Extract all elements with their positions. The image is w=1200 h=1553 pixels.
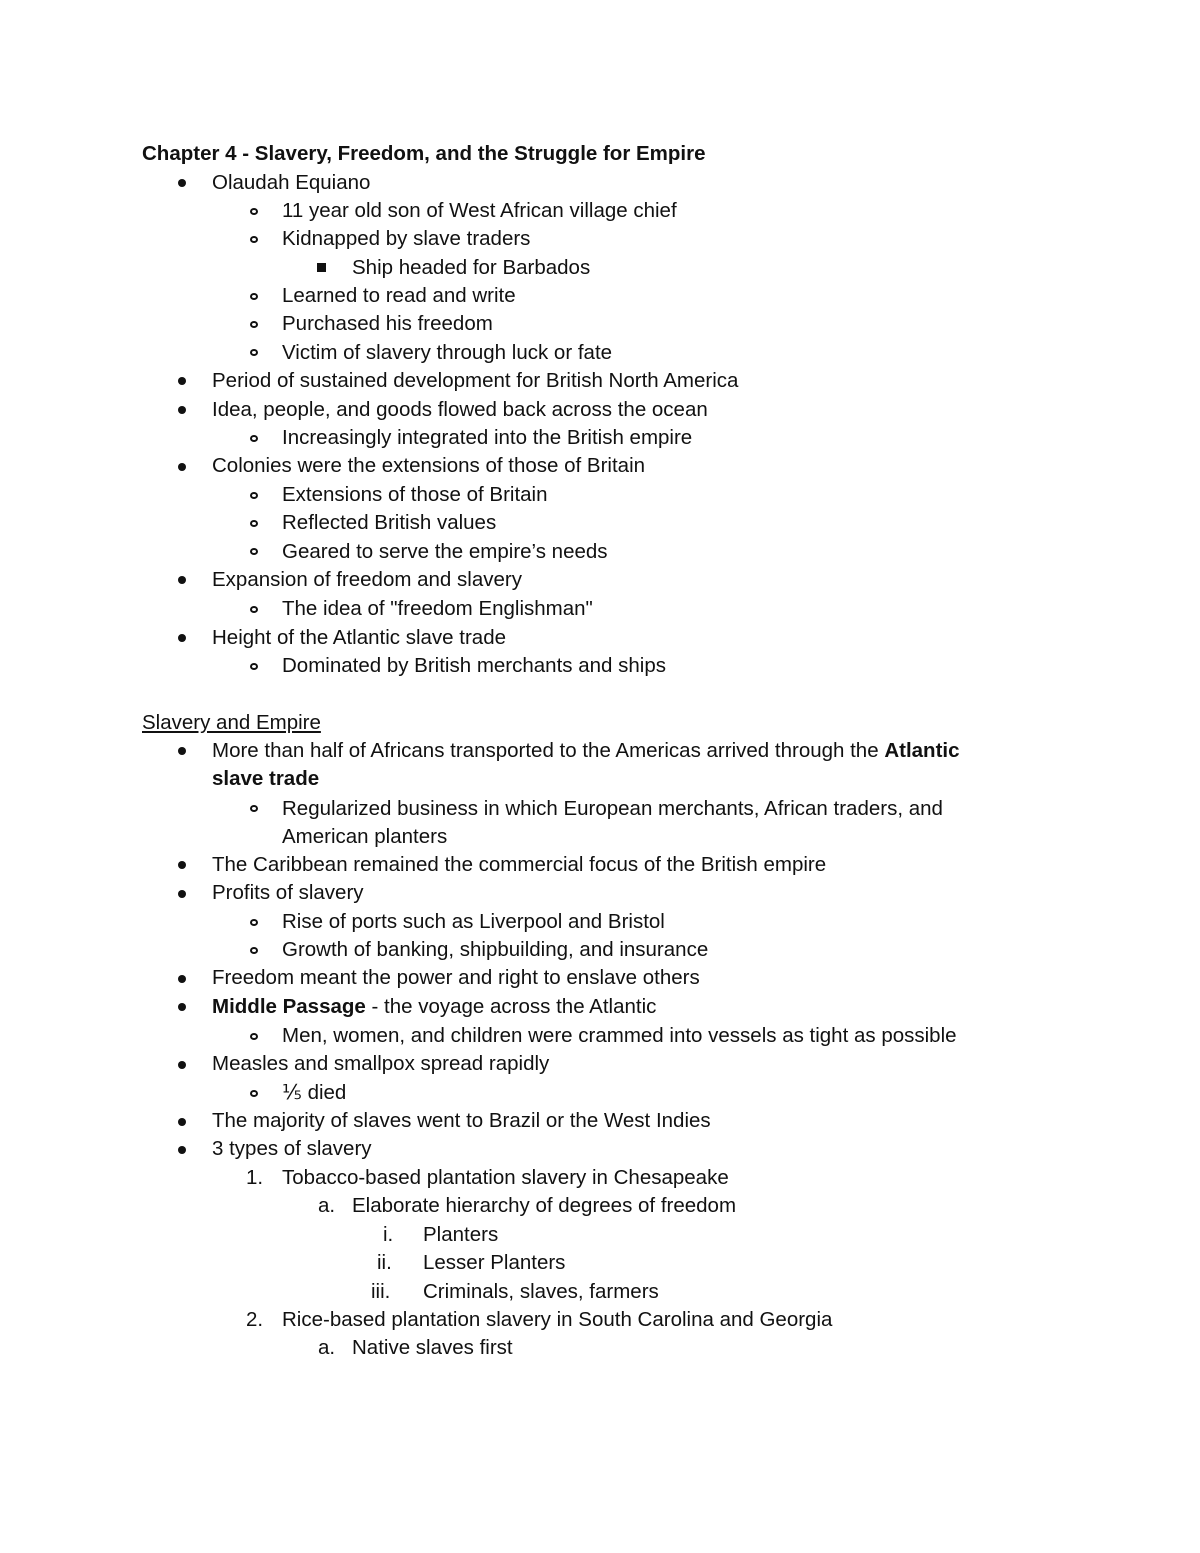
bullet-circle-icon — [250, 208, 258, 215]
bullet-circle-icon — [250, 321, 258, 328]
list-item: Regularized business in which European merchants, African traders, and — [282, 797, 943, 820]
list-number: 2. — [246, 1308, 264, 1331]
list-item: Tobacco-based plantation slavery in Chesapeake — [282, 1166, 729, 1189]
bullet-disc-icon — [178, 406, 186, 414]
bullet-circle-icon — [250, 805, 258, 812]
bullet-disc-icon — [178, 1061, 186, 1069]
list-item: Native slaves first — [352, 1336, 513, 1359]
list-item: Lesser Planters — [423, 1251, 566, 1274]
list-item-text: More than half of Africans transported to the Americas arrived through the — [212, 739, 885, 762]
section-heading: Slavery and Empire — [142, 711, 321, 734]
list-item: The Caribbean remained the commercial focus of the British empire — [212, 853, 827, 876]
list-item: Victim of slavery through luck or fate — [282, 341, 613, 364]
list-item — [212, 993, 656, 1021]
bullet-circle-icon — [250, 435, 258, 442]
list-item: Dominated by British merchants and ships — [282, 654, 666, 677]
list-item — [212, 737, 960, 765]
bullet-circle-icon — [250, 492, 258, 499]
bullet-disc-icon — [178, 975, 186, 983]
list-number: 1. — [246, 1166, 264, 1189]
list-item: Colonies were the extensions of those of Britain — [212, 454, 646, 477]
bullet-disc-icon — [178, 1003, 186, 1011]
bullet-circle-icon — [250, 349, 258, 356]
bullet-disc-icon — [178, 179, 186, 187]
list-letter: a. — [318, 1336, 336, 1359]
list-item-continuation: American planters — [282, 825, 448, 848]
list-item: The majority of slaves went to Brazil or the West Indies — [212, 1109, 711, 1132]
bullet-disc-icon — [178, 1118, 186, 1126]
list-item: Geared to serve the empire’s needs — [282, 540, 608, 563]
bold-term: Atlantic — [884, 739, 960, 762]
bullet-disc-icon — [178, 747, 186, 755]
list-item: Criminals, slaves, farmers — [423, 1280, 659, 1303]
list-item: Men, women, and children were crammed into vessels as tight as possible — [282, 1024, 957, 1047]
bold-term: slave trade — [212, 767, 320, 790]
list-item: Extensions of those of Britain — [282, 483, 548, 506]
bold-term: Middle Passage — [212, 995, 366, 1018]
bullet-circle-icon — [250, 293, 258, 300]
bullet-circle-icon — [250, 548, 258, 555]
list-item: Rise of ports such as Liverpool and Bristol — [282, 910, 665, 933]
list-item-continuation — [212, 765, 319, 793]
list-item: Expansion of freedom and slavery — [212, 568, 522, 591]
list-item: Idea, people, and goods flowed back across the ocean — [212, 398, 708, 421]
bullet-disc-icon — [178, 890, 186, 898]
list-item: Elaborate hierarchy of degrees of freedom — [352, 1194, 737, 1217]
bullet-disc-icon — [178, 1146, 186, 1154]
bullet-circle-icon — [250, 919, 258, 926]
list-item: Purchased his freedom — [282, 312, 493, 335]
list-roman: i. — [383, 1223, 394, 1246]
list-item: 11 year old son of West African village chief — [282, 199, 677, 222]
page-title: Chapter 4 - Slavery, Freedom, and the Struggle for Empire — [142, 142, 706, 165]
list-item: Measles and smallpox spread rapidly — [212, 1052, 550, 1075]
bullet-disc-icon — [178, 861, 186, 869]
bullet-disc-icon — [178, 634, 186, 642]
list-item: 3 types of slavery — [212, 1137, 372, 1160]
list-item: Profits of slavery — [212, 881, 364, 904]
list-item: Planters — [423, 1223, 499, 1246]
bullet-circle-icon — [250, 947, 258, 954]
list-letter: a. — [318, 1194, 336, 1217]
list-item: Reflected British values — [282, 511, 497, 534]
list-item: Freedom meant the power and right to enslave others — [212, 966, 700, 989]
list-item: Height of the Atlantic slave trade — [212, 626, 507, 649]
list-roman: iii. — [371, 1280, 391, 1303]
list-item: The idea of "freedom Englishman" — [282, 597, 593, 620]
bullet-circle-icon — [250, 663, 258, 670]
bullet-circle-icon — [250, 1090, 258, 1097]
bullet-circle-icon — [250, 606, 258, 613]
list-item: ⅕ died — [282, 1081, 347, 1104]
list-item-text: - the voyage across the Atlantic — [365, 995, 657, 1018]
bullet-disc-icon — [178, 377, 186, 385]
list-item: Rice-based plantation slavery in South Carolina and Georgia — [282, 1308, 833, 1331]
bullet-disc-icon — [178, 576, 186, 584]
list-item: Growth of banking, shipbuilding, and insurance — [282, 938, 709, 961]
list-roman: ii. — [377, 1251, 392, 1274]
bullet-circle-icon — [250, 520, 258, 527]
bullet-circle-icon — [250, 1033, 258, 1040]
list-item: Kidnapped by slave traders — [282, 227, 531, 250]
bullet-circle-icon — [250, 236, 258, 243]
list-item: Learned to read and write — [282, 284, 516, 307]
list-item: Ship headed for Barbados — [352, 256, 591, 279]
list-item: Olaudah Equiano — [212, 171, 371, 194]
list-item: Increasingly integrated into the British empire — [282, 426, 693, 449]
bullet-square-icon — [317, 263, 326, 272]
list-item: Period of sustained development for British North America — [212, 369, 739, 392]
bullet-disc-icon — [178, 463, 186, 471]
